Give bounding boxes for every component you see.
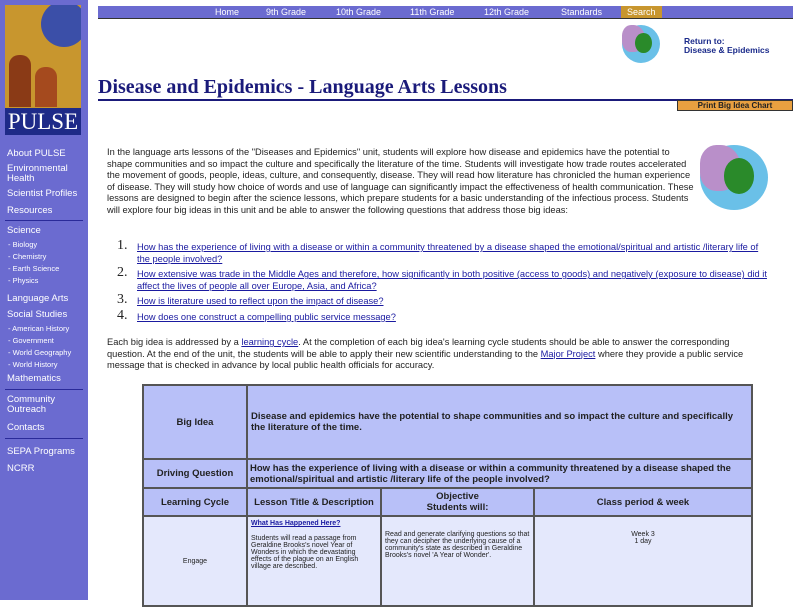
question-link[interactable]: How does one construct a compelling public service message?	[137, 311, 396, 322]
question-item	[117, 238, 767, 265]
question-item	[117, 307, 767, 324]
big-idea-table	[142, 384, 753, 607]
question-link[interactable]: How has the experience of living with a disease or within a community threatened by a disease shaped the emotional/spiritual and artistic /literary life of the people involved?	[137, 242, 759, 264]
germ-globe-icon[interactable]	[622, 25, 660, 63]
divider	[5, 438, 83, 439]
intro-paragraph: In the language arts lessons of the "Diseases and Epidemics" unit, students will explore how disease and epidemics have the potential to shape communities and so impact the culture and specifically the literature of the time. Students will investigate how trade routes accelerated the movement of goods, people, ideas, culture, and consequently, disease. They will read how literature has chronicled the human experience of disease. They will study how choice of words and use of language can significantly impact the effectiveness of health communication. These lessons are designed to begin after the science lessons, which prepare students for a basic understanding of the infectious process. Students will explore four big ideas in this unit and be able to answer the following questions that address those big ideas:	[107, 147, 694, 215]
sidebar-item-resources[interactable]: Resources	[7, 205, 53, 216]
top-nav	[98, 6, 793, 19]
sidebar-item-environmental-health[interactable]: Environmental Health	[7, 163, 68, 184]
sidebar-item-ncrr[interactable]: NCRR	[7, 463, 35, 474]
col-lesson: Lesson Title & Description	[247, 488, 381, 516]
sidebar-item-community-outreach[interactable]: Community Outreach	[7, 394, 56, 415]
divider	[5, 220, 83, 221]
col-class-period: Class period & week	[534, 488, 752, 516]
lesson-title-link[interactable]: What Has Happened Here?	[251, 520, 341, 527]
sidebar	[0, 0, 88, 600]
sidebar-item-world-geography[interactable]: - World Geography	[8, 348, 72, 357]
nav-9th-grade[interactable]: 9th Grade	[266, 7, 307, 17]
list-number: 4.	[117, 307, 128, 323]
sidebar-item-sepa-programs[interactable]: SEPA Programs	[7, 446, 75, 457]
sidebar-item-earth-science[interactable]: - Earth Science	[8, 264, 60, 273]
globe-icon	[41, 5, 81, 47]
divider	[5, 389, 83, 390]
germ-globe-icon	[700, 145, 768, 210]
nav-home[interactable]: Home	[215, 7, 240, 17]
return-line2: Disease & Epidemics	[684, 45, 770, 55]
sidebar-item-american-history[interactable]: - American History	[8, 324, 70, 333]
pulse-logo[interactable]	[5, 5, 81, 135]
figure-icon	[9, 55, 31, 107]
sidebar-item-social-studies[interactable]: Social Studies	[7, 309, 68, 320]
week: Week 3	[631, 531, 655, 538]
sidebar-item-physics[interactable]: - Physics	[8, 276, 39, 285]
learning-cycle-link[interactable]: learning cycle	[241, 337, 299, 347]
lesson-cell	[247, 516, 381, 606]
col-objective	[381, 488, 534, 516]
period: 1 day	[634, 538, 652, 545]
print-big-idea-chart-button[interactable]: Print Big Idea Chart	[677, 100, 793, 111]
nav-standards[interactable]: Standards	[561, 7, 603, 17]
nav-11th-grade[interactable]: 11th Grade	[410, 7, 455, 17]
page-title: Disease and Epidemics - Language Arts Lessons	[98, 76, 507, 98]
text: . At the completion of each big idea's learning cycle students should be able to answer the corresponding question. At the end of the unit, the students will be able to apply their new scientific understanding to the	[107, 337, 730, 359]
cycle-cell: Engage	[143, 516, 247, 606]
nav-search[interactable]: Search	[621, 6, 662, 18]
logo-text: PULSE	[5, 108, 81, 135]
sidebar-item-world-history[interactable]: - World History	[8, 360, 58, 369]
major-project-link[interactable]: Major Project	[540, 348, 596, 359]
col-learning-cycle: Learning Cycle	[143, 488, 247, 516]
learning-cycle-paragraph	[107, 337, 767, 372]
sidebar-item-about[interactable]: About PULSE	[7, 148, 66, 159]
list-number: 1.	[117, 238, 128, 253]
question-link[interactable]: How extensive was trade in the Middle Ages and therefore, how significantly in both positive (access to goods) and negatively (exposure to disease) did it affect the lives of people all over Europe, Asia, and Africa?	[137, 269, 767, 291]
big-idea-text: Disease and epidemics have the potential to shape communities and so impact the culture and specifically the literature of the time.	[247, 385, 752, 459]
nav-10th-grade[interactable]: 10th Grade	[336, 7, 382, 17]
text: Each big idea is addressed by a	[107, 337, 242, 347]
list-number: 2.	[117, 265, 128, 281]
sidebar-item-scientist-profiles[interactable]: Scientist Profiles	[7, 188, 78, 199]
questions-list	[117, 238, 767, 328]
sidebar-item-biology[interactable]: - Biology	[8, 240, 38, 249]
return-line1: Return to:	[684, 36, 725, 46]
sidebar-item-science[interactable]: Science	[7, 225, 41, 236]
return-link[interactable]	[684, 37, 770, 55]
sidebar-item-contacts[interactable]: Contacts	[7, 422, 45, 433]
sidebar-item-mathematics[interactable]: Mathematics	[7, 373, 61, 384]
period-cell	[534, 516, 752, 606]
driving-question-label: Driving Question	[143, 459, 247, 488]
figure-icon	[35, 67, 57, 107]
question-link[interactable]: How is literature used to reflect upon the impact of disease?	[137, 296, 384, 307]
nav-12th-grade[interactable]: 12th Grade	[484, 7, 530, 17]
sidebar-item-government[interactable]: - Government	[8, 336, 54, 345]
objective-cell: Read and generate clarifying questions so that they can decipher the underlying cause of a community's state as described in Geraldine Brooks's novel 'A Year of Wonder'.	[381, 516, 534, 606]
sidebar-item-language-arts[interactable]: Language Arts	[7, 293, 69, 304]
lesson-description: Students will read a passage from Geraldine Brooks's novel Year of Wonders in which the devastating effects of the plague on an English village are described.	[251, 535, 359, 570]
question-item	[117, 265, 767, 292]
objective-header: Objective	[436, 491, 479, 502]
question-item	[117, 292, 767, 308]
students-will-header: Students will:	[426, 502, 489, 513]
text: where they provide a public service message that is checked in advance by local public health officials for accuracy.	[107, 348, 744, 371]
big-idea-label: Big Idea	[143, 385, 247, 459]
driving-question-text: How has the experience of living with a disease or within a community threatened by a disease shaped the emotional/spiritual and artistic /literary life of the people involved?	[247, 459, 752, 488]
sidebar-item-chemistry[interactable]: - Chemistry	[8, 252, 47, 261]
list-number: 3.	[117, 292, 128, 308]
